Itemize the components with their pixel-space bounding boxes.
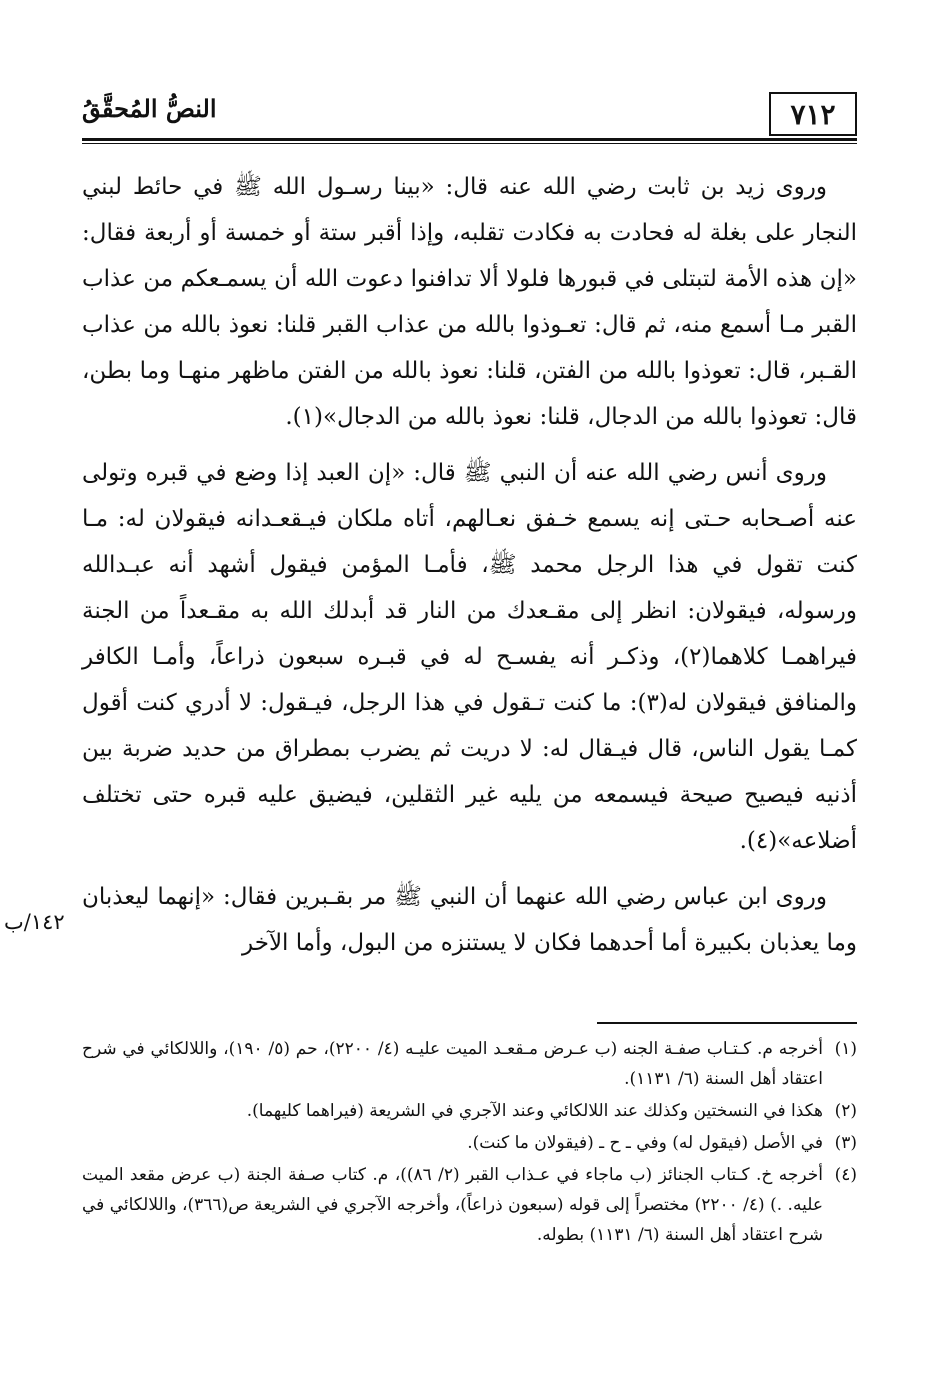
paragraph-1: وروى زيد بن ثابت رضي الله عنه قال: «بينا رسـول الله ﷺ في حائط لبني النجار على بغلة له فحادت به فكادت تقلبه، وإذا أقبر ستة أو خمسة أو أربعة فقال: «إن هذه الأمة لتبتلى في قبورها فلولا ألا تدافنوا دعوت الله أن يسمـعكم من عذاب القبر مـا أسمع منه، ثم قال: تعـوذوا بالله من عذاب القبر قلنا: نعوذ بالله من عذاب القـبر، قال: تعوذوا بالله من الفتن، قلنا: نعوذ بالله من الفتن ماظهر منهـا وما بطن، قال: تعوذوا بالله من الدجال، قلنا: نعوذ بالله من الدجال»(١). bbox=[82, 174, 857, 430]
paragraph-2: وروى أنس رضي الله عنه أن النبي ﷺ قال: «إن العبد إذا وضع في قبره وتولى عنه أصـحابه حـتى إنه يسمع خـفق نعـالهم، أتاه ملكان فيـقعـدانه فيقولان له: مـا كنت تقول في هذا الرجل محمد ﷺ، فأمـا المؤمن فيقول أشهد أنه عبـدالله ورسوله، فيقولان: انظر إلى مقـعدك من النار قد أبدلك الله به مقـعداً من الجنة فيراهمـا كلاهما(٢)، وذكـر أنه يفسـح له في قبـره سبعون ذراعاً، وأمـا الكافر والمنافق فيقولان له(٣): ما كنت تـقول في هذا الرجل، فيـقول: لا أدري كنت أقول كمـا يقول الناس، قال فيـقال له: لا دريت ثم يضرب بمطراق من حديد ضربة بين أذنيه فيصيح صيحة فيسمعه من يليه غير الثقلين، فيضيق عليه قبره حتى تختلف أضلاعه»(٤). bbox=[82, 460, 857, 854]
paragraph-3: وروى ابن عباس رضي الله عنهما أن النبي ﷺ مر بقـبرين فقال: «إنهما ليعذبان وما يعذبان بكبيرة أما أحدهما فكان لا يستنزه من البول، وأما الآخر bbox=[82, 884, 857, 956]
footnotes bbox=[82, 1034, 857, 1252]
header-rule-thin bbox=[82, 143, 857, 144]
header-rule bbox=[82, 138, 857, 141]
footnote-number: (٢) bbox=[834, 1101, 857, 1121]
footnote-separator bbox=[597, 1022, 857, 1024]
main-text bbox=[82, 164, 857, 976]
margin-folio-note: ١٤٢/ب bbox=[4, 910, 65, 934]
running-title: النصُّ المُحقَّقُ bbox=[82, 94, 217, 123]
footnote-number: (٤) bbox=[834, 1165, 857, 1185]
footnote-text: أخرجه م. كـتـاب صفـة الجنه (ب عـرض مـقعـد الميت عليـه (٤/ ٢٢٠٠)، حم (٥/ ١٩٠)، واللالكائي في شرح اعتقاد أهل السنة (٦/ ١١٣١). bbox=[82, 1039, 823, 1089]
footnote bbox=[82, 1128, 857, 1158]
footnote-number: (١) bbox=[834, 1039, 857, 1059]
page-number: ٧١٢ bbox=[769, 92, 857, 136]
footnote-number: (٣) bbox=[834, 1133, 857, 1153]
footnote-text: في الأصل (فيقول له) وفي ـ ح ـ (فيقولان ما كنت). bbox=[467, 1133, 823, 1153]
footnote-text: هكذا في النسختين وكذلك عند اللالكائي وعند الآجري في الشريعة (فيراهما كليهما). bbox=[246, 1101, 823, 1121]
footnote bbox=[82, 1160, 857, 1250]
footnote-text: أخرجه خ. كـتاب الجنائز (ب ماجاء في عـذاب القبر (٢/ ٨٦))، م. كتاب صـفة الجنة (ب عرض مقعد الميت عليه. .) (٤/ ٢٢٠٠) مختصراً إلى قوله (سبعون ذراعاً)، وأخرجه الآجري في الشريعة ص(٣٦٦)، واللالكائي في شرح اعتقاد أهل السنة (٦/ ١١٣١) بطوله. bbox=[82, 1165, 823, 1245]
footnote bbox=[82, 1034, 857, 1094]
footnote bbox=[82, 1096, 857, 1126]
page-header bbox=[82, 84, 857, 138]
